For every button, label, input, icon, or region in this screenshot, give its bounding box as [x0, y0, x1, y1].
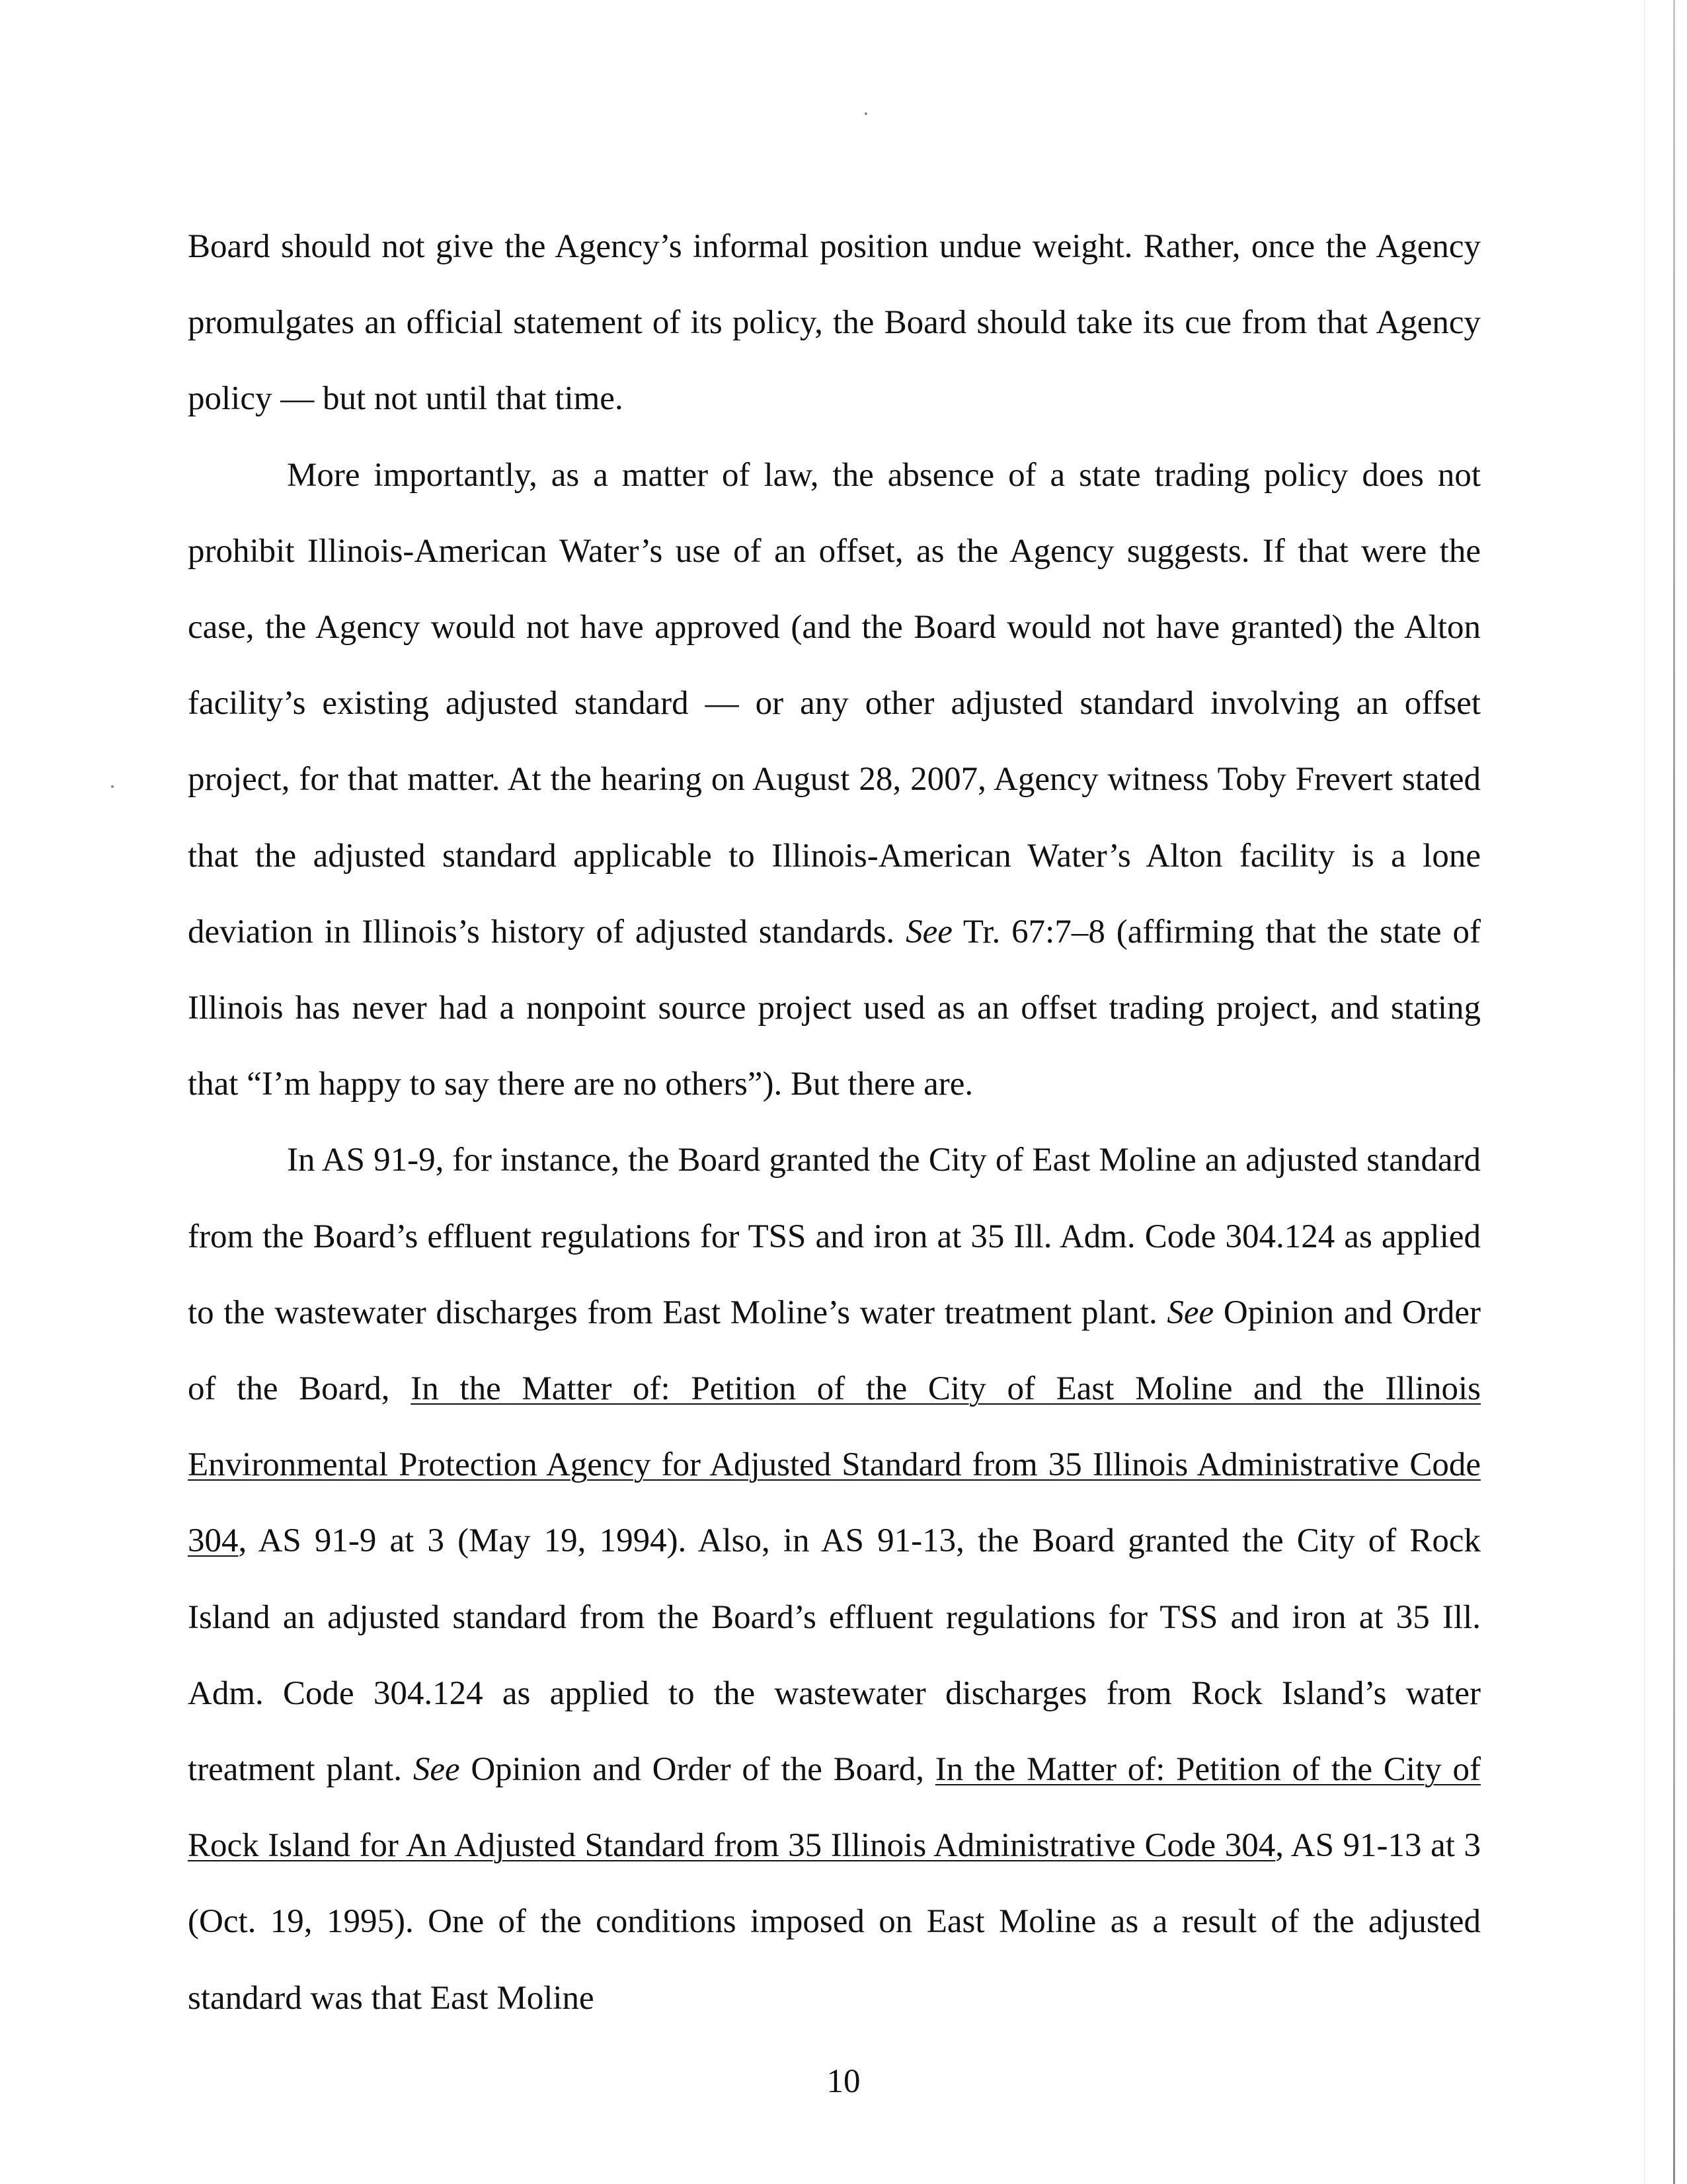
signal-see: See — [412, 1751, 460, 1789]
paragraph-3-text-c: , AS 91-9 at 3 (May 19, 1994). Also, in AS 91-13, the Board granted the City of Rock Island an adjusted standard from the Board’s effluent regulations for TSS and iron at 35 Ill. Adm. Code 304.124 as applied to the wastewater discharges from Rock Island’s water treatment plant. — [188, 1522, 1481, 1789]
paragraph-2-text-a: More importantly, as a matter of law, the absence of a state trading policy does not prohibit Illinois-American Water’s use of an offset, as the Agency suggests. If that were the case, the Agency would not have approved (and the Board would not have granted) the Alton facility’s existing adjusted standard — or any other adjusted standard involving an offset project, for that matter. At the hearing on August 28, 2007, Agency witness Toby Frevert stated that the adjusted standard applicable to Illinois-American Water’s Alton facility is a lone deviation in Illinois’s history of adjusted standards. — [188, 456, 1481, 951]
signal-see: See — [906, 913, 953, 951]
paragraph-3-text-e: , AS 91-13 at 3 (Oct. 19, 1995). One of the conditions imposed on East Moline as a result of the adjusted standard was that East Moline — [188, 1827, 1481, 2017]
paragraph-1-text: Board should not give the Agency’s informal position undue weight. Rather, once the Agency promulgates an official statement of its policy, the Board should take its cue from that Agency policy — but not until that time. — [188, 228, 1481, 418]
page-number: 10 — [826, 2063, 861, 2100]
paragraph-1 — [188, 209, 1481, 438]
scan-edge — [1673, 0, 1675, 2184]
paragraph-3-text-b: Opinion and Order of the Board, — [188, 1294, 1481, 1408]
body-text — [188, 209, 1481, 2037]
paragraph-3 — [188, 1122, 1481, 2036]
scan-speck — [865, 112, 867, 115]
signal-see: See — [1167, 1294, 1214, 1331]
paragraph-2-text-b: Tr. 67:7–8 (affirming that the state of Illinois has never had a nonpoint source project used as an offset trading project, and stating that “I’m happy to say there are no others”). But there are. — [188, 913, 1481, 1103]
scan-edge-faint — [1644, 0, 1645, 2184]
paragraph-3-text-d: Opinion and Order of the Board, — [459, 1751, 935, 1789]
paragraph-3-text-a: In AS 91-9, for instance, the Board granted the City of East Moline an adjusted standard from the Board’s effluent regulations for TSS and iron at 35 Ill. Adm. Code 304.124 as applied to the wastewater discharges from East Moline’s water treatment plant. — [188, 1142, 1481, 1331]
scan-speck — [111, 785, 114, 788]
paragraph-2 — [188, 438, 1481, 1123]
case-citation-east-moline: In the Matter of: Petition of the City of East Moline and the Illinois Environmental Protection Agency for Adjusted Standard from 35 Illinois Administrative Code 304 — [188, 1370, 1481, 1560]
case-citation-rock-island: In the Matter of: Petition of the City of Rock Island for An Adjusted Standard from 35 Illinois Administrative Code 304 — [188, 1751, 1481, 1865]
